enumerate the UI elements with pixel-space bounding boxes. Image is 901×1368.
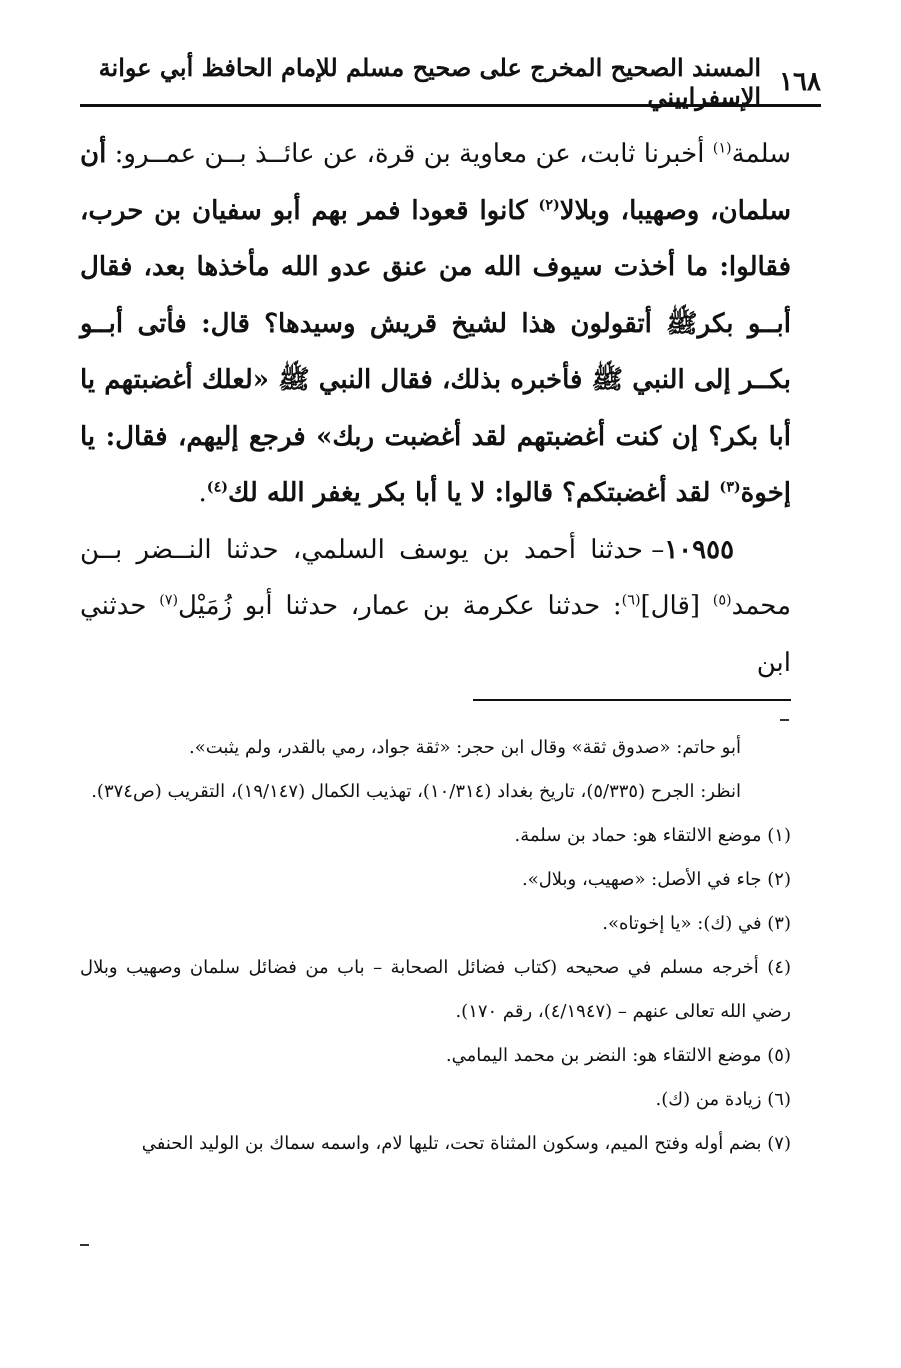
hadith-text: كانوا قعودا فمر بهم أبو سفيان بن حرب، فقالوا: ما أخذت سيوف الله من عنق عدو الله مأخذها بعد، فقال أبــو بكرﷺ أتقولون هذا لشيخ قريش وسيدها؟ قال: فأتى أبــو بكــر إلى النبي ﷺ فأخبره بذلك، فقال النبي ﷺ «لعلك أغضبتهم يا أبا بكر؟ إن كنت أغضبتهم لقد أغضبت ربك» فرجع إليهم، فقال: يا إخوة — [80, 195, 792, 508]
text-run: حدثني ابن — [80, 591, 791, 678]
main-text — [80, 126, 791, 691]
hadith-paragraph — [80, 126, 791, 522]
hadith-paragraph — [80, 522, 791, 692]
header-rule — [80, 104, 821, 107]
hadith-text: أن سلمان، وصهيبا، وبلالا — [80, 139, 791, 226]
dash-mark — [780, 719, 789, 721]
footnote: (٧) بضم أوله وفتح الميم، وسكون المثناة تحت، تليها لام، واسمه سماك بن الوليد الحنفي — [141, 1133, 791, 1154]
dash-mark — [80, 1244, 89, 1246]
text-run: [قال] — [640, 591, 713, 621]
footnote: (٢) جاء في الأصل: «صهيب، وبلال». — [521, 869, 791, 890]
hadith-text: لقد أغضبتكم؟ قالوا: لا يا أبا بكر يغفر الله لك — [228, 478, 720, 508]
footnote-continuation: انظر: الجرح (٥/٣٣٥)، تاريخ بغداد (١٠/٣١٤)، تهذيب الكمال (١٩/١٤٧)، التقريب (ص٣٧٤). — [91, 781, 741, 802]
footnote-ref: (٥) — [712, 592, 732, 609]
text-run: : حدثنا عكرمة بن عمار، حدثنا أبو زُمَيْل — [178, 591, 622, 621]
page-number: ١٦٨ — [779, 67, 821, 97]
running-header — [80, 53, 821, 111]
hadith-number: ١٠٩٥٥ — [664, 534, 735, 565]
footnote-continuation: أبو حاتم: «صدوق ثقة» وقال ابن حجر: «ثقة جواد، رمي بالقدر، ولم يثبت». — [189, 737, 741, 758]
footnote: (٤) أخرجه مسلم في صحيحه (كتاب فضائل الصحابة – باب من فضائل سلمان وصهيب وبلال رضي الله تعالى عنهم – (٤/١٩٤٧)، رقم ١٧٠). — [80, 957, 791, 1022]
footnote: (٦) زيادة من (ك). — [655, 1089, 791, 1110]
text-run: أخبرنا ثابت، عن معاوية بن قرة، عن عائــذ بــن عمــرو: — [106, 139, 713, 169]
footnotes — [80, 726, 791, 1166]
text-run: سلمة — [731, 139, 791, 169]
footnote-ref: (١) — [712, 140, 732, 157]
text-run: – حدثنا أحمد بن يوسف السلمي، حدثنا النــضر بــن محمد — [80, 534, 791, 621]
footnote-ref: (٣) — [719, 479, 741, 496]
footnote-ref: (٦) — [621, 592, 641, 609]
footnote-ref: (٢) — [538, 196, 560, 213]
footnote: (٣) في (ك): «يا إخوتاه». — [602, 913, 791, 934]
footnote-ref: (٤) — [206, 479, 229, 496]
book-title: المسند الصحيح المخرج على صحيح مسلم للإمام الحافظ أبي عوانة الإسفراييني — [98, 53, 762, 111]
footnote: (٥) موضع الالتقاء هو: النضر بن محمد اليمامي. — [445, 1045, 791, 1066]
text-run: . — [198, 478, 207, 508]
footnote: (١) موضع الالتقاء هو: حماد بن سلمة. — [514, 825, 791, 846]
footnote-rule — [473, 699, 791, 701]
footnote-ref: (٧) — [159, 592, 179, 609]
